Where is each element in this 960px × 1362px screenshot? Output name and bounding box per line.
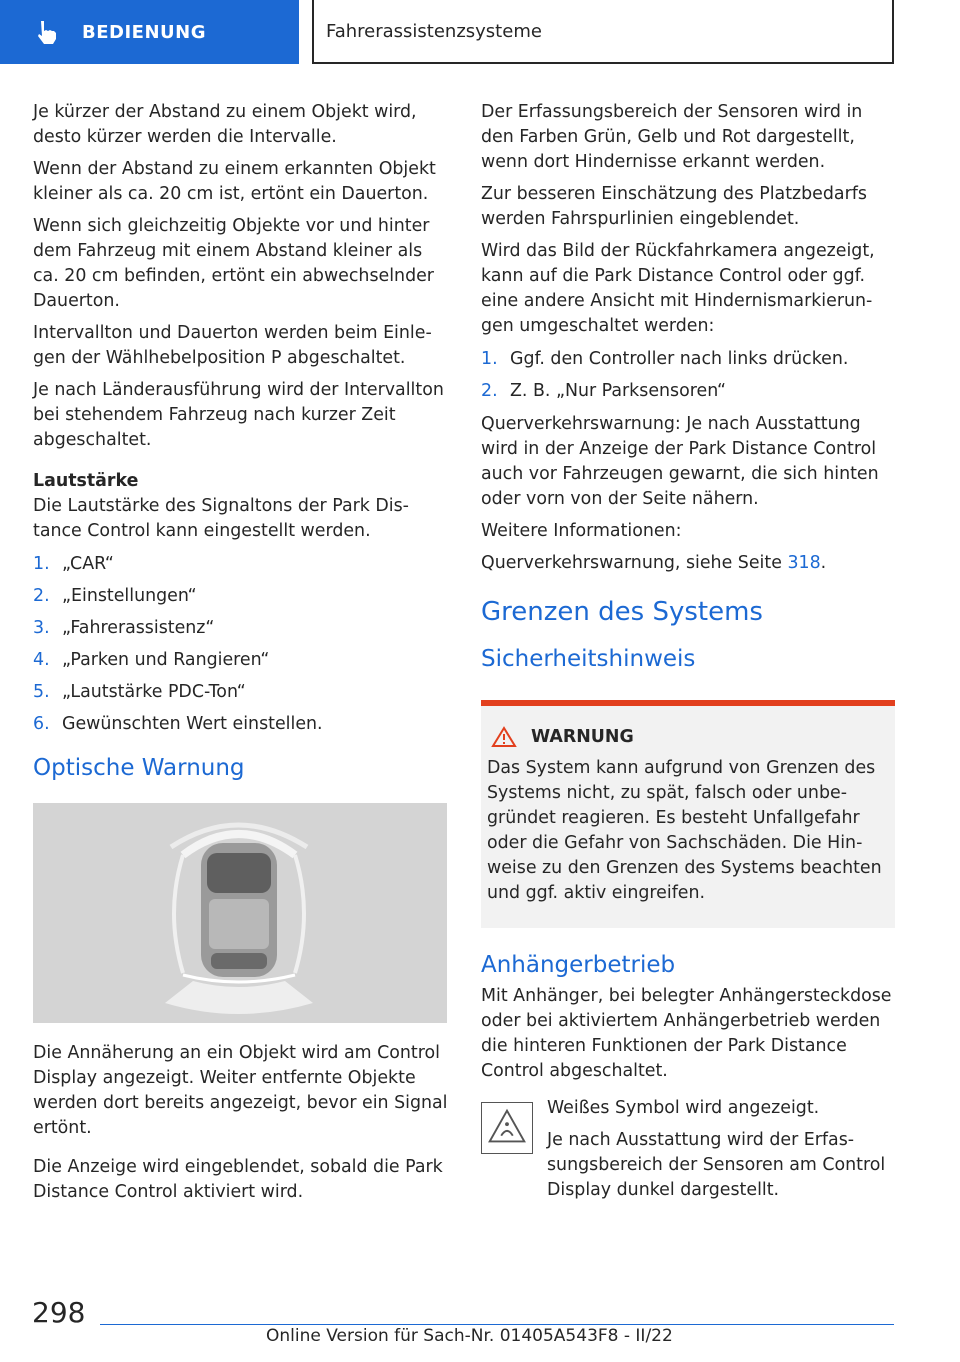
volume-steps — [33, 552, 449, 737]
step-text: „CAR“ — [62, 554, 114, 574]
footer-divider — [100, 1324, 894, 1325]
step-text: Ggf. den Controller nach links drücken. — [510, 349, 849, 369]
list-item — [33, 648, 449, 673]
paragraph: Zur besseren Einschätzung des Platzbedarfs werden Fahrspurlinien eingeblendet. — [481, 184, 867, 229]
list-item — [33, 712, 449, 737]
left-column — [33, 100, 449, 1212]
warning-text: Das System kann aufgrund von Grenzen des Systems nicht, zu spät, falsch oder unbegründet reagieren. Es besteht Unfallgefahr oder die Gefahr von Sachschäden. Die Hinweise zu den Grenzen des Systems beachten und ggf. aktiv eingreifen. — [487, 758, 882, 903]
section-tab — [0, 0, 299, 64]
step-number: 5. — [33, 682, 50, 702]
view-steps — [481, 347, 895, 404]
paragraph: Wird das Bild der Rückfahrkamera angezeigt, kann auf die Park Distance Control oder ggf. eine andere Ansicht mit Hindernismarkierungen umgeschaltet werden: — [481, 241, 875, 336]
list-item — [481, 347, 895, 372]
cross-ref-suffix: . — [820, 553, 827, 573]
chapter-title: Fahrerassistenzsysteme — [312, 0, 894, 64]
volume-heading: Lautstärke — [33, 471, 139, 491]
paragraph: Mit Anhänger, bei belegter Anhängersteckdose oder bei aktiviertem Anhängerbetrieb werden die hinteren Funktionen der Park Distance Control abgeschaltet. — [481, 986, 892, 1081]
limits-heading: Grenzen des Systems — [481, 597, 763, 627]
page-header — [0, 0, 960, 66]
hand-pointer-icon — [32, 17, 62, 47]
list-item — [33, 552, 449, 577]
step-text: „Lautstärke PDC-Ton“ — [62, 682, 246, 702]
paragraph: Wenn der Abstand zu einem erkannten Objekt kleiner als ca. 20 cm ist, ertönt ein Dauerton. — [33, 159, 436, 204]
paragraph: Die Anzeige wird eingeblendet, sobald die Park Distance Control aktiviert wird. — [33, 1157, 443, 1202]
safety-heading: Sicherheitshinweis — [481, 646, 696, 672]
paragraph: Je kürzer der Abstand zu einem Objekt wird, desto kürzer werden die Intervalle. — [33, 102, 417, 147]
paragraph: Der Erfassungsbereich der Sensoren wird in den Farben Grün, Gelb und Rot dargestellt, wenn dort Hindernisse erkannt werden. — [481, 102, 863, 172]
step-text: „Einstellungen“ — [62, 586, 197, 606]
step-number: 2. — [481, 381, 498, 401]
list-item — [33, 616, 449, 641]
paragraph: Wenn sich gleichzeitig Objekte vor und hinter dem Fahrzeug mit einem Abstand kleiner als ca. 20 cm befinden, ertönt ein abwechselnder Dauerton. — [33, 216, 434, 311]
warning-header — [491, 726, 889, 748]
paragraph: Intervallton und Dauerton werden beim Einlegen der Wählhebelposition P abgeschaltet. — [33, 323, 432, 368]
step-text: „Parken und Rangieren“ — [62, 650, 270, 670]
warning-box — [481, 700, 895, 928]
park-distance-figure — [33, 803, 447, 1023]
page-link[interactable]: 318 — [787, 553, 821, 573]
optical-warning-heading: Optische Warnung — [33, 755, 245, 781]
list-item — [33, 584, 449, 609]
paragraph: Weißes Symbol wird angezeigt. — [547, 1098, 820, 1118]
step-number: 1. — [33, 554, 50, 574]
paragraph: Querverkehrswarnung: Je nach Ausstattung wird in der Anzeige der Park Distance Control auch vor Fahrzeugen gewarnt, die sich hinten oder vorn von der Seite nähern. — [481, 414, 879, 509]
step-text: Gewünschten Wert einstellen. — [62, 714, 323, 734]
section-label: BEDIENUNG — [82, 21, 206, 43]
symbol-row — [481, 1096, 895, 1210]
car-sensor-illustration — [33, 803, 447, 1023]
footer-online-text: Online Version für Sach-Nr. 01405A543F8 - II/22 — [266, 1326, 673, 1346]
step-number: 4. — [33, 650, 50, 670]
paragraph: Die Annäherung an ein Objekt wird am Control Display angezeigt. Weiter entfernte Objekte werden dort bereits angezeigt, bevor ein Signal ertönt. — [33, 1043, 448, 1138]
warning-title: WARNUNG — [531, 727, 634, 747]
warning-triangle-icon — [491, 726, 517, 748]
list-item — [33, 680, 449, 705]
symbol-description — [547, 1096, 895, 1210]
step-number: 3. — [33, 618, 50, 638]
step-number: 6. — [33, 714, 50, 734]
list-item — [481, 379, 895, 404]
paragraph: Weitere Informationen: — [481, 521, 682, 541]
trailer-symbol-icon — [481, 1102, 533, 1154]
paragraph: Die Lautstärke des Signaltons der Park Distance Control kann eingestellt werden. — [33, 496, 409, 541]
step-number: 1. — [481, 349, 498, 369]
step-text: „Fahrerassistenz“ — [62, 618, 215, 638]
paragraph: Je nach Länderausführung wird der Intervallton bei stehendem Fahrzeug nach kurzer Zeit abgeschaltet. — [33, 380, 444, 450]
page-number: 298 — [32, 1296, 86, 1329]
step-number: 2. — [33, 586, 50, 606]
cross-ref-prefix: Querverkehrswarnung, siehe Seite — [481, 553, 788, 573]
step-text: Z. B. „Nur Parksensoren“ — [510, 381, 726, 401]
right-column — [481, 100, 895, 1210]
trailer-heading: Anhängerbetrieb — [481, 952, 676, 978]
paragraph — [481, 551, 895, 576]
paragraph: Je nach Ausstattung wird der Erfassungsbereich der Sensoren am Control Display dunkel dargestellt. — [547, 1130, 886, 1200]
